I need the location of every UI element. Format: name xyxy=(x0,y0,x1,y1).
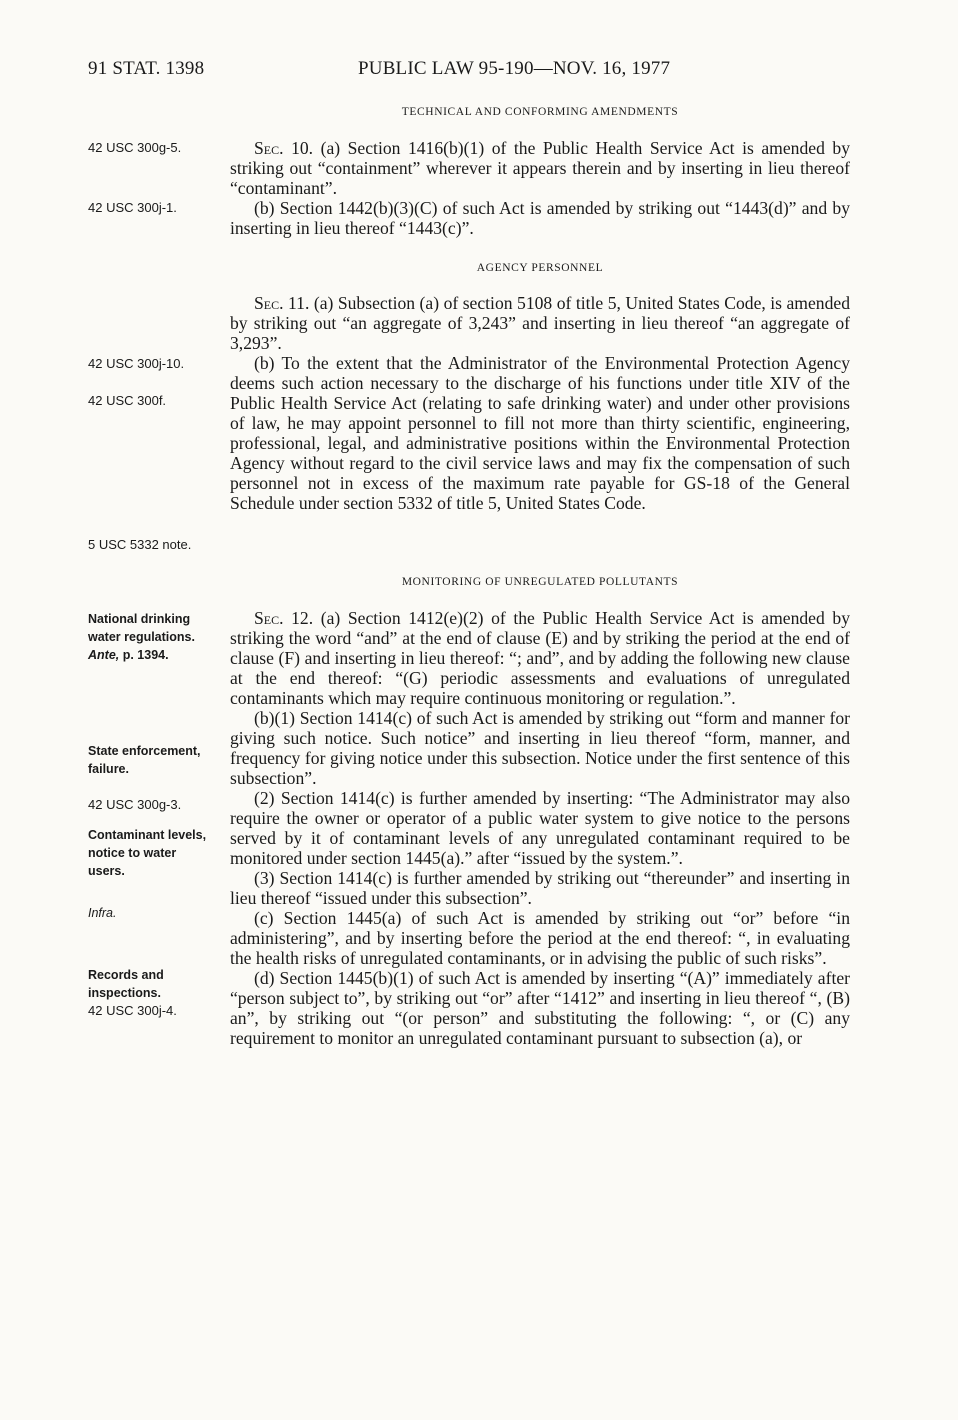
section-12-b2: (2) Section 1414(c) is further amended by inserting: “The Administrator may also require the owner or operator of a public water system to give notice to the persons served by it of contaminant levels of any unregulated contaminant required to be monitored under section 1445(a).” after “issued by the system.”. xyxy=(230,788,850,868)
section-heading-monitoring: MONITORING OF UNREGULATED POLLUTANTS xyxy=(401,576,679,588)
margin-cite-300j-4: 42 USC 300j-4. xyxy=(88,1003,177,1018)
section-11-a-text: 11. (a) Subsection (a) of section 5108 of title 5, United States Code, is amended by striking out “an aggregate of 3,243” and inserting in lieu thereof “an aggregate of 3,293”. xyxy=(230,293,850,353)
margin-cite-300j-1: 42 USC 300j-1. xyxy=(88,200,177,215)
margin-cite-300g-5: 42 USC 300g-5. xyxy=(88,140,182,155)
section-12-d: (d) Section 1445(b)(1) of such Act is amended by inserting “(A)” immediately after “person subject to”, by striking out “or” after “1412” and inserting in lieu thereof “, (B) an”, by striking out “(or person” and substituting the following: “, or (C) any requirement to monitor an unregulated contaminant pursuant to subsection (a), or xyxy=(230,968,850,1048)
section-12-b1: (b)(1) Section 1414(c) of such Act is amended by striking out “form and manner for giving such notice. Such notice” and inserting in lieu thereof “form, manner, and frequency for giving notice under this subsection. Notice under the first sentence of this subsection”. xyxy=(230,708,850,788)
margin-note-ante-page: p. 1394. xyxy=(119,648,169,662)
sec-label: Sec. xyxy=(254,138,284,158)
margin-note-infra: Infra. xyxy=(88,906,117,920)
section-12-c: (c) Section 1445(a) of such Act is amended by striking out “or” before “in administering”, and by inserting before the period at the end thereof: “, in evaluating the health risks of unregulated contaminants, or in advising the public of such risks”. xyxy=(230,908,850,968)
section-12-body xyxy=(230,608,850,1048)
section-12-b3: (3) Section 1414(c) is further amended by striking out “thereunder” and inserting in lieu thereof “issued under this subsection”. xyxy=(230,868,850,908)
margin-note-contaminant-levels: Contaminant levels, notice to water users. xyxy=(88,828,207,878)
margin-note-state-enforcement-text: State enforcement, failure. xyxy=(88,744,201,776)
section-10-body xyxy=(230,138,850,238)
section-12-a xyxy=(230,608,850,708)
margin-note-records: Records and inspections. xyxy=(88,968,164,1000)
section-10-b: (b) Section 1442(b)(3)(C) of such Act is amended by striking out “1443(d)” and by inserting in lieu thereof “1443(c)”. xyxy=(230,198,850,238)
page-running-head: PUBLIC LAW 95-190—NOV. 16, 1977 xyxy=(358,58,671,79)
margin-cite-300j-10: 42 USC 300j-10. xyxy=(88,356,185,371)
section-heading-personnel: AGENCY PERSONNEL xyxy=(476,262,604,274)
section-10-a-text: 10. (a) Section 1416(b)(1) of the Public Health Service Act is amended by striking out “containment” wherever it appears therein and by inserting in lieu thereof “contaminant”. xyxy=(230,138,850,198)
section-heading-technical: TECHNICAL AND CONFORMING AMENDMENTS xyxy=(401,106,679,118)
margin-cite-300f: 42 USC 300f. xyxy=(88,393,167,408)
sec-label: Sec. xyxy=(254,608,284,628)
sec-label: Sec. xyxy=(254,293,284,313)
margin-note-state-enforcement xyxy=(88,742,208,778)
margin-note-drinking-water xyxy=(88,610,223,664)
section-12-a-text: 12. (a) Section 1412(e)(2) of the Public Health Service Act is amended by striking the word “and” at the end of clause (E) and by striking the period at the end of clause (F) and inserting in lieu thereof: “; and”, and by adding the following new clause at the end thereof: “(G) periodic assessments and evaluations of unregulated contaminants which may require continuous monitoring or regulation.”. xyxy=(230,608,850,708)
section-11-body xyxy=(230,293,850,513)
section-10-a xyxy=(230,138,850,198)
section-11-b: (b) To the extent that the Administrator of the Environmental Protection Agency deems such action necessary to the discharge of his functions under title XIV of the Public Health Service Act (relating to safe drinking water) and under other provisions of law, he may appoint personnel to fill not more than thirty scientific, engineering, professional, legal, and administrative positions within the Environmental Protection Agency without regard to the civil service laws and may fix the compensation of such personnel not in excess of the maximum rate payable for GS-18 of the General Schedule under section 5332 of title 5, United States Code. xyxy=(230,353,850,513)
page-stat-number: 91 STAT. 1398 xyxy=(88,58,205,79)
margin-cite-5332-note: 5 USC 5332 note. xyxy=(88,537,192,552)
section-11-a xyxy=(230,293,850,353)
margin-note-drinking-water-text: National drinking water regulations. xyxy=(88,612,195,644)
margin-cite-300g-3: 42 USC 300g-3. xyxy=(88,797,182,812)
margin-note-ante: Ante, xyxy=(88,648,120,662)
